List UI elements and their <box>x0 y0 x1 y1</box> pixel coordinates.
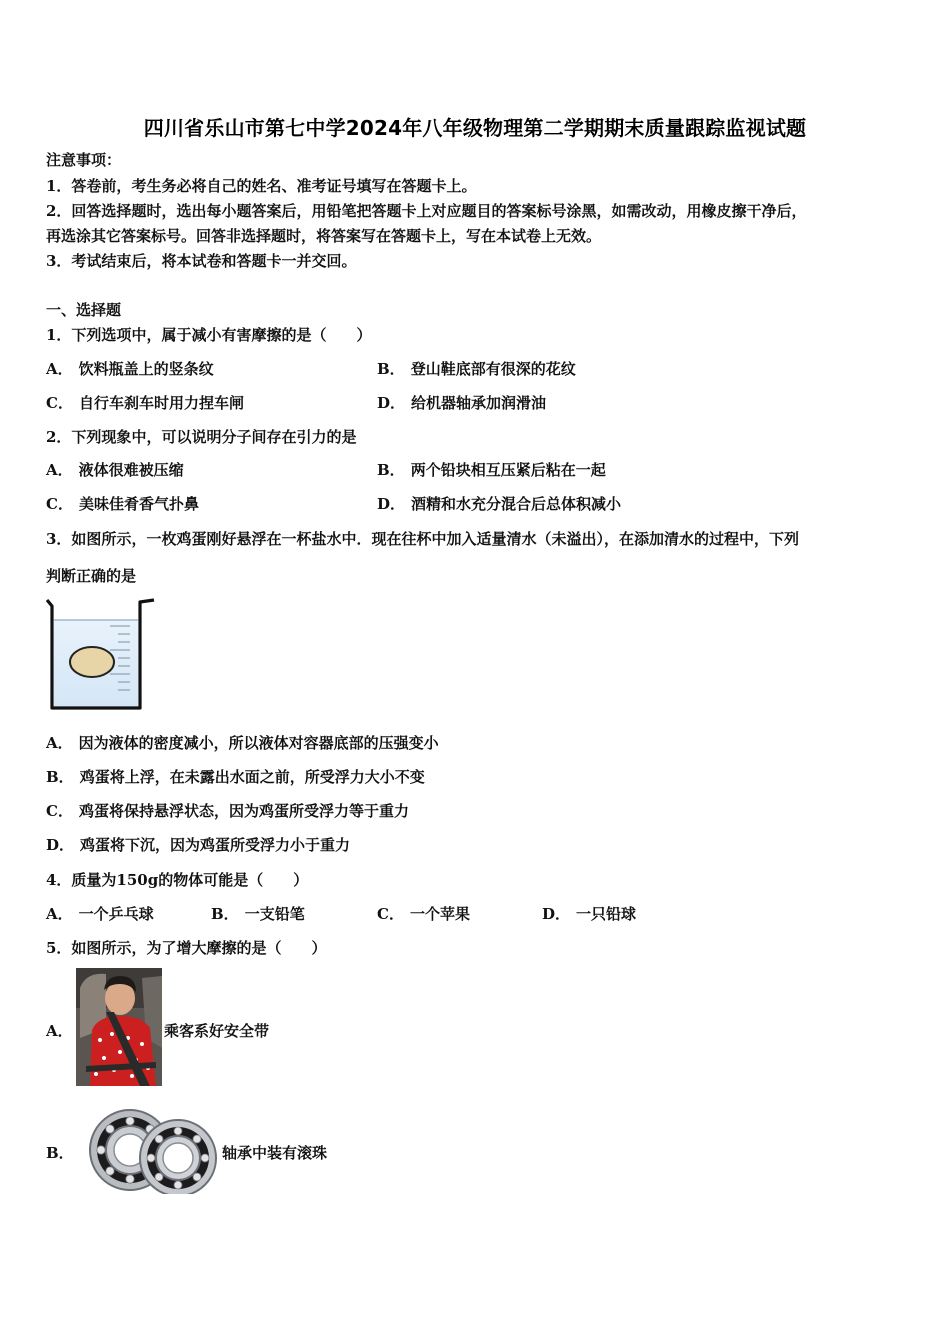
option-text: 一支铅笔 <box>244 905 305 923</box>
q2-option-b <box>377 460 606 480</box>
option-label: C． <box>46 495 73 513</box>
option-text: 自行车刹车时用力捏车闸 <box>78 394 244 412</box>
option-label: B． <box>211 905 239 923</box>
option-label: B． <box>46 768 74 786</box>
q5-option-a-text: 乘客系好安全带 <box>164 1022 270 1040</box>
q3-option-b <box>46 767 425 787</box>
option-text: 酒精和水充分混合后总体积减小 <box>411 495 622 513</box>
question-4-stem: 4．质量为150g的物体可能是（ ） <box>46 871 309 889</box>
option-label: D． <box>46 836 75 854</box>
q5-option-b-text: 轴承中装有滚珠 <box>222 1144 328 1162</box>
notice-item-2: 2．回答选择题时，选出每小题答案后，用铅笔把答题卡上对应题目的答案标号涂黑，如需改动，用橡皮擦干净后， <box>46 202 807 220</box>
option-label: A． <box>46 905 73 923</box>
option-label: D． <box>377 495 406 513</box>
option-text: 两个铅块相互压紧后粘在一起 <box>410 461 606 479</box>
q1-option-a <box>46 359 214 379</box>
option-label: A． <box>46 461 73 479</box>
option-text: 一个乒乓球 <box>78 905 154 923</box>
egg <box>70 647 114 677</box>
option-text: 给机器轴承加润滑油 <box>411 394 547 412</box>
notice-item-2-cont: 再选涂其它答案标号。回答非选择题时，将答案写在答题卡上，写在本试卷上无效。 <box>46 227 602 245</box>
notice-item-3: 3．考试结束后，将本试卷和答题卡一并交回。 <box>46 252 357 270</box>
question-3-stem-cont: 判断正确的是 <box>46 567 137 585</box>
option-label: A． <box>46 360 73 378</box>
q3-option-a <box>46 733 439 753</box>
q2-option-c <box>46 494 199 514</box>
option-label: B． <box>377 360 405 378</box>
option-label: A． <box>46 734 73 752</box>
q5-option-b-label: B． <box>46 1144 74 1162</box>
q5-option-a-label: A． <box>46 1022 73 1040</box>
option-text: 鸡蛋将下沉，因为鸡蛋所受浮力小于重力 <box>80 836 351 854</box>
section-heading: 一、选择题 <box>46 301 122 319</box>
red-dress <box>90 1016 156 1086</box>
bearing-photo <box>76 1102 220 1194</box>
option-text: 饮料瓶盖上的竖条纹 <box>78 360 214 378</box>
option-text: 鸡蛋将上浮，在未露出水面之前，所受浮力大小不变 <box>79 768 425 786</box>
option-label: D． <box>377 394 406 412</box>
q4-option-d <box>542 904 636 924</box>
question-5-stem: 5．如图所示，为了增大摩擦的是（ ） <box>46 939 327 957</box>
option-label: B． <box>377 461 405 479</box>
option-text: 因为液体的密度减小，所以液体对容器底部的压强变小 <box>78 734 439 752</box>
q2-option-a <box>46 460 184 480</box>
option-label: C． <box>46 394 73 412</box>
q2-option-d <box>377 494 621 514</box>
q1-option-d <box>377 393 546 413</box>
option-text: 液体很难被压缩 <box>78 461 184 479</box>
option-label: C． <box>377 905 404 923</box>
question-2-stem: 2．下列现象中，可以说明分子间存在引力的是 <box>46 428 357 446</box>
page-title: 四川省乐山市第七中学2024年八年级物理第二学期期末质量跟踪监视试题 <box>143 116 807 140</box>
bearing-front <box>140 1120 216 1194</box>
question-1-stem: 1．下列选项中，属于减小有害摩擦的是（ ） <box>46 326 372 344</box>
q4-option-b <box>211 904 305 924</box>
option-text: 美味佳肴香气扑鼻 <box>78 495 199 513</box>
notice-heading: 注意事项： <box>46 151 122 169</box>
beaker-egg-figure <box>44 596 158 714</box>
option-text: 登山鞋底部有很深的花纹 <box>410 360 576 378</box>
option-label: D． <box>542 905 571 923</box>
q3-option-d <box>46 835 350 855</box>
option-text: 一只铅球 <box>576 905 637 923</box>
q1-option-b <box>377 359 576 379</box>
q3-option-c <box>46 801 409 821</box>
option-text: 一个苹果 <box>409 905 470 923</box>
question-3-stem: 3．如图所示，一枚鸡蛋刚好悬浮在一杯盐水中．现在往杯中加入适量清水（未溢出），在添加清水的过程中，下列 <box>46 530 799 548</box>
q1-option-c <box>46 393 244 413</box>
q4-option-c <box>377 904 470 924</box>
q4-option-a <box>46 904 154 924</box>
option-label: C． <box>46 802 73 820</box>
seatbelt-photo <box>76 968 162 1086</box>
notice-item-1: 1．答卷前，考生务必将自己的姓名、准考证号填写在答题卡上。 <box>46 177 477 195</box>
option-text: 鸡蛋将保持悬浮状态，因为鸡蛋所受浮力等于重力 <box>78 802 409 820</box>
